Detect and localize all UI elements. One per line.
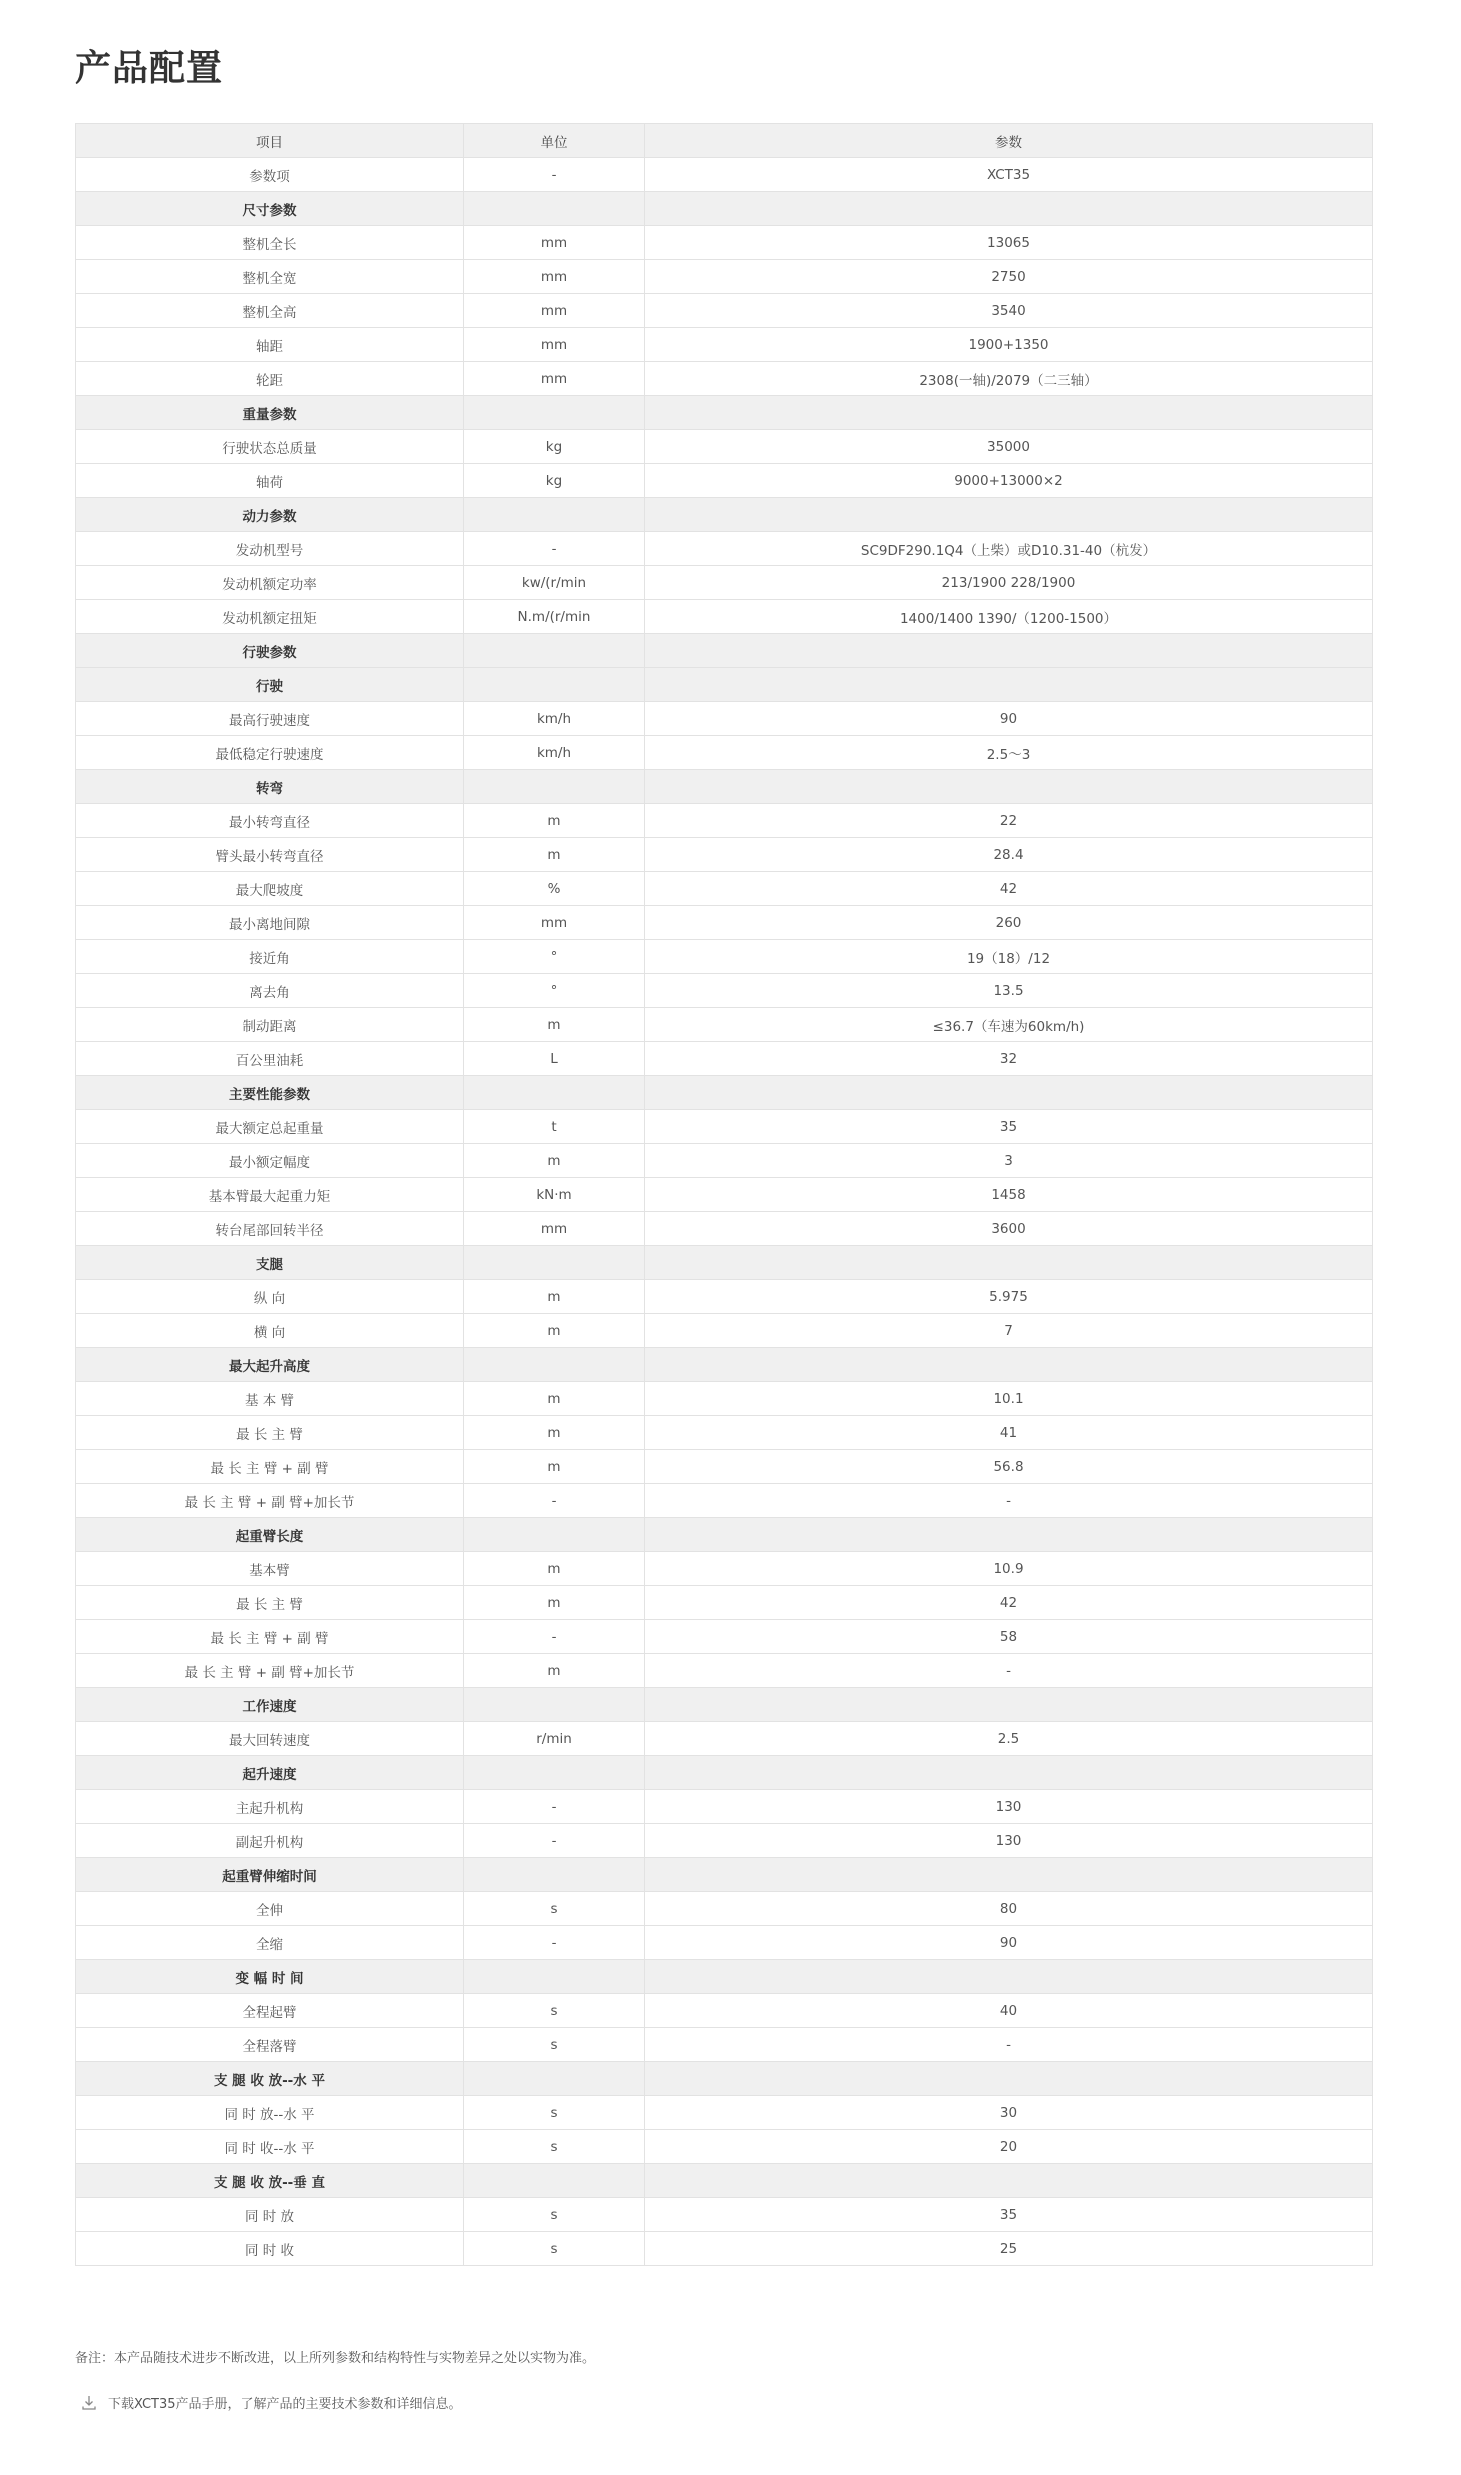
cell-unit: km/h xyxy=(464,702,645,736)
cell-value xyxy=(645,2164,1373,2198)
cell-value: 25 xyxy=(645,2232,1373,2266)
cell-item: 最 长 主 臂 + 副 臂 xyxy=(76,1620,464,1654)
page-title: 产品配置 xyxy=(75,48,224,89)
cell-item: 最高行驶速度 xyxy=(76,702,464,736)
cell-unit: t xyxy=(464,1110,645,1144)
section-row xyxy=(76,2062,1373,2096)
cell-unit: kN·m xyxy=(464,1178,645,1212)
cell-value xyxy=(645,1960,1373,1994)
cell-unit: m xyxy=(464,1314,645,1348)
cell-unit: km/h xyxy=(464,736,645,770)
table-row xyxy=(76,1484,1373,1518)
cell-value: 22 xyxy=(645,804,1373,838)
cell-item: 基本臂最大起重力矩 xyxy=(76,1178,464,1212)
cell-item: 支 腿 收 放--水 平 xyxy=(76,2062,464,2096)
cell-unit xyxy=(464,498,645,532)
cell-item: 支 腿 收 放--垂 直 xyxy=(76,2164,464,2198)
table-row xyxy=(76,1926,1373,1960)
cell-value xyxy=(645,1688,1373,1722)
section-row xyxy=(76,498,1373,532)
cell-unit xyxy=(464,1076,645,1110)
cell-item: 尺寸参数 xyxy=(76,192,464,226)
cell-item: 同 时 放 xyxy=(76,2198,464,2232)
cell-value xyxy=(645,1246,1373,1280)
cell-value: 35000 xyxy=(645,430,1373,464)
spec-table xyxy=(75,123,1373,2266)
cell-unit: m xyxy=(464,1280,645,1314)
cell-unit: mm xyxy=(464,906,645,940)
cell-value: 58 xyxy=(645,1620,1373,1654)
cell-item: 最 长 主 臂 + 副 臂+加长节 xyxy=(76,1654,464,1688)
table-row xyxy=(76,940,1373,974)
section-row xyxy=(76,192,1373,226)
section-row xyxy=(76,1076,1373,1110)
cell-unit: s xyxy=(464,2130,645,2164)
cell-item: 同 时 收 xyxy=(76,2232,464,2266)
cell-item: 全程落臂 xyxy=(76,2028,464,2062)
cell-item: 动力参数 xyxy=(76,498,464,532)
cell-unit: m xyxy=(464,1654,645,1688)
table-row xyxy=(76,464,1373,498)
cell-value: 10.1 xyxy=(645,1382,1373,1416)
download-manual-link[interactable] xyxy=(80,2393,462,2412)
cell-unit: mm xyxy=(464,260,645,294)
table-row xyxy=(76,328,1373,362)
cell-item: 最 长 主 臂 + 副 臂 xyxy=(76,1450,464,1484)
table-header-row xyxy=(76,124,1373,158)
section-row xyxy=(76,396,1373,430)
cell-item: 发动机型号 xyxy=(76,532,464,566)
table-row xyxy=(76,158,1373,192)
cell-unit: L xyxy=(464,1042,645,1076)
cell-item: 行驶 xyxy=(76,668,464,702)
cell-unit: - xyxy=(464,158,645,192)
cell-value: 9000+13000×2 xyxy=(645,464,1373,498)
table-row xyxy=(76,1280,1373,1314)
cell-item: 变 幅 时 间 xyxy=(76,1960,464,1994)
table-row xyxy=(76,838,1373,872)
table-row xyxy=(76,702,1373,736)
cell-item: 轴距 xyxy=(76,328,464,362)
table-row xyxy=(76,1790,1373,1824)
cell-item: 全伸 xyxy=(76,1892,464,1926)
table-row xyxy=(76,906,1373,940)
cell-unit xyxy=(464,1960,645,1994)
cell-value: SC9DF290.1Q4（上柴）或D10.31-40（杭发） xyxy=(645,532,1373,566)
cell-item: 整机全高 xyxy=(76,294,464,328)
cell-unit: s xyxy=(464,1892,645,1926)
cell-unit: m xyxy=(464,1416,645,1450)
cell-item: 全缩 xyxy=(76,1926,464,1960)
cell-item: 最小额定幅度 xyxy=(76,1144,464,1178)
cell-value: ≤36.7（车速为60km/h) xyxy=(645,1008,1373,1042)
cell-value: 260 xyxy=(645,906,1373,940)
download-label: 下载XCT35产品手册，了解产品的主要技术参数和详细信息。 xyxy=(108,2397,462,2412)
cell-unit: kg xyxy=(464,464,645,498)
table-row xyxy=(76,600,1373,634)
cell-value xyxy=(645,498,1373,532)
cell-item: 臂头最小转弯直径 xyxy=(76,838,464,872)
cell-item: 起重臂长度 xyxy=(76,1518,464,1552)
cell-item: 最 长 主 臂 + 副 臂+加长节 xyxy=(76,1484,464,1518)
section-row xyxy=(76,1246,1373,1280)
cell-value: 2750 xyxy=(645,260,1373,294)
cell-value: 3 xyxy=(645,1144,1373,1178)
cell-unit: - xyxy=(464,1824,645,1858)
cell-value: 90 xyxy=(645,1926,1373,1960)
cell-item: 离去角 xyxy=(76,974,464,1008)
table-row xyxy=(76,362,1373,396)
cell-value: 3540 xyxy=(645,294,1373,328)
cell-item: 百公里油耗 xyxy=(76,1042,464,1076)
section-row xyxy=(76,1518,1373,1552)
cell-unit: m xyxy=(464,1382,645,1416)
cell-unit: - xyxy=(464,1790,645,1824)
cell-value xyxy=(645,634,1373,668)
cell-item: 轴荷 xyxy=(76,464,464,498)
table-row xyxy=(76,2130,1373,2164)
cell-item: 发动机额定扭矩 xyxy=(76,600,464,634)
cell-value: 2.5～3 xyxy=(645,736,1373,770)
cell-unit xyxy=(464,1246,645,1280)
cell-item: 制动距离 xyxy=(76,1008,464,1042)
header-value: 参数 xyxy=(645,124,1373,158)
cell-item: 轮距 xyxy=(76,362,464,396)
table-row xyxy=(76,1144,1373,1178)
cell-item: 工作速度 xyxy=(76,1688,464,1722)
cell-value: - xyxy=(645,1654,1373,1688)
cell-item: 重量参数 xyxy=(76,396,464,430)
cell-value: 19（18）/12 xyxy=(645,940,1373,974)
cell-item: 最大额定总起重量 xyxy=(76,1110,464,1144)
cell-value xyxy=(645,1518,1373,1552)
cell-item: 参数项 xyxy=(76,158,464,192)
table-row xyxy=(76,294,1373,328)
table-row xyxy=(76,974,1373,1008)
cell-value xyxy=(645,770,1373,804)
cell-unit xyxy=(464,2164,645,2198)
cell-value xyxy=(645,1756,1373,1790)
table-row xyxy=(76,1450,1373,1484)
header-unit: 单位 xyxy=(464,124,645,158)
cell-value: 13065 xyxy=(645,226,1373,260)
table-row xyxy=(76,1110,1373,1144)
table-body xyxy=(76,158,1373,2266)
cell-value: 20 xyxy=(645,2130,1373,2164)
cell-item: 最低稳定行驶速度 xyxy=(76,736,464,770)
cell-unit: s xyxy=(464,2028,645,2062)
cell-item: 全程起臂 xyxy=(76,1994,464,2028)
cell-item: 整机全长 xyxy=(76,226,464,260)
table-row xyxy=(76,1314,1373,1348)
table-row xyxy=(76,1008,1373,1042)
table-row xyxy=(76,1654,1373,1688)
cell-item: 最大爬坡度 xyxy=(76,872,464,906)
cell-unit xyxy=(464,1348,645,1382)
cell-value xyxy=(645,396,1373,430)
cell-unit: mm xyxy=(464,362,645,396)
table-row xyxy=(76,2096,1373,2130)
cell-value xyxy=(645,2062,1373,2096)
cell-value xyxy=(645,668,1373,702)
cell-value: 130 xyxy=(645,1824,1373,1858)
table-row xyxy=(76,1994,1373,2028)
cell-unit xyxy=(464,1688,645,1722)
cell-unit: m xyxy=(464,1552,645,1586)
cell-value: 30 xyxy=(645,2096,1373,2130)
cell-unit: s xyxy=(464,2232,645,2266)
table-row xyxy=(76,2198,1373,2232)
cell-value: 42 xyxy=(645,1586,1373,1620)
cell-unit: - xyxy=(464,1926,645,1960)
cell-value: 42 xyxy=(645,872,1373,906)
cell-item: 最小离地间隙 xyxy=(76,906,464,940)
table-row xyxy=(76,1722,1373,1756)
cell-value: 130 xyxy=(645,1790,1373,1824)
table-row xyxy=(76,430,1373,464)
cell-value: 35 xyxy=(645,2198,1373,2232)
table-row xyxy=(76,1552,1373,1586)
table-row xyxy=(76,1212,1373,1246)
cell-item: 副起升机构 xyxy=(76,1824,464,1858)
cell-value: - xyxy=(645,1484,1373,1518)
cell-unit: mm xyxy=(464,226,645,260)
cell-unit: - xyxy=(464,1620,645,1654)
cell-unit: r/min xyxy=(464,1722,645,1756)
table-row xyxy=(76,1042,1373,1076)
cell-unit xyxy=(464,1518,645,1552)
cell-unit: - xyxy=(464,532,645,566)
cell-item: 行驶状态总质量 xyxy=(76,430,464,464)
table-row xyxy=(76,1824,1373,1858)
table-row xyxy=(76,1382,1373,1416)
cell-value: 35 xyxy=(645,1110,1373,1144)
section-row xyxy=(76,2164,1373,2198)
table-row xyxy=(76,1178,1373,1212)
cell-item: 主起升机构 xyxy=(76,1790,464,1824)
cell-value: 213/1900 228/1900 xyxy=(645,566,1373,600)
cell-value: 2308(一轴)/2079（二三轴） xyxy=(645,362,1373,396)
table-row xyxy=(76,2232,1373,2266)
cell-value: 1458 xyxy=(645,1178,1373,1212)
cell-item: 转台尾部回转半径 xyxy=(76,1212,464,1246)
section-row xyxy=(76,1348,1373,1382)
cell-item: 整机全宽 xyxy=(76,260,464,294)
cell-value: 40 xyxy=(645,1994,1373,2028)
cell-unit: s xyxy=(464,2096,645,2130)
cell-unit xyxy=(464,1756,645,1790)
cell-unit: % xyxy=(464,872,645,906)
cell-item: 发动机额定功率 xyxy=(76,566,464,600)
cell-value xyxy=(645,1076,1373,1110)
cell-value: 13.5 xyxy=(645,974,1373,1008)
cell-item: 同 时 放--水 平 xyxy=(76,2096,464,2130)
cell-unit: mm xyxy=(464,294,645,328)
section-row xyxy=(76,1960,1373,1994)
cell-item: 最大起升高度 xyxy=(76,1348,464,1382)
cell-unit: - xyxy=(464,1484,645,1518)
table-row xyxy=(76,532,1373,566)
table-row xyxy=(76,2028,1373,2062)
cell-value: 41 xyxy=(645,1416,1373,1450)
cell-item: 最大回转速度 xyxy=(76,1722,464,1756)
cell-value: 3600 xyxy=(645,1212,1373,1246)
cell-unit: N.m/(r/min xyxy=(464,600,645,634)
cell-unit xyxy=(464,396,645,430)
cell-unit: mm xyxy=(464,1212,645,1246)
table-row xyxy=(76,872,1373,906)
section-row xyxy=(76,1688,1373,1722)
cell-value: 2.5 xyxy=(645,1722,1373,1756)
table-row xyxy=(76,1892,1373,1926)
cell-unit: m xyxy=(464,1586,645,1620)
table-row xyxy=(76,566,1373,600)
cell-value: XCT35 xyxy=(645,158,1373,192)
cell-unit: ° xyxy=(464,974,645,1008)
cell-unit xyxy=(464,2062,645,2096)
cell-unit: ° xyxy=(464,940,645,974)
cell-unit: m xyxy=(464,804,645,838)
cell-item: 最小转弯直径 xyxy=(76,804,464,838)
cell-unit xyxy=(464,668,645,702)
cell-value xyxy=(645,1348,1373,1382)
cell-value: 28.4 xyxy=(645,838,1373,872)
cell-value xyxy=(645,192,1373,226)
section-row xyxy=(76,634,1373,668)
cell-value: 5.975 xyxy=(645,1280,1373,1314)
cell-item: 主要性能参数 xyxy=(76,1076,464,1110)
cell-unit: m xyxy=(464,1144,645,1178)
cell-unit xyxy=(464,634,645,668)
cell-item: 纵 向 xyxy=(76,1280,464,1314)
cell-item: 同 时 收--水 平 xyxy=(76,2130,464,2164)
cell-item: 起升速度 xyxy=(76,1756,464,1790)
cell-value: 90 xyxy=(645,702,1373,736)
cell-unit: m xyxy=(464,838,645,872)
section-row xyxy=(76,668,1373,702)
cell-item: 支腿 xyxy=(76,1246,464,1280)
cell-item: 最 长 主 臂 xyxy=(76,1416,464,1450)
table-row xyxy=(76,736,1373,770)
cell-unit: mm xyxy=(464,328,645,362)
cell-unit xyxy=(464,192,645,226)
cell-item: 行驶参数 xyxy=(76,634,464,668)
section-row xyxy=(76,770,1373,804)
cell-item: 最 长 主 臂 xyxy=(76,1586,464,1620)
table-row xyxy=(76,1620,1373,1654)
cell-value: 32 xyxy=(645,1042,1373,1076)
table-row xyxy=(76,804,1373,838)
table-row xyxy=(76,1586,1373,1620)
cell-unit xyxy=(464,1858,645,1892)
cell-item: 起重臂伸缩时间 xyxy=(76,1858,464,1892)
cell-item: 基本臂 xyxy=(76,1552,464,1586)
cell-item: 转弯 xyxy=(76,770,464,804)
cell-unit xyxy=(464,770,645,804)
cell-unit: m xyxy=(464,1008,645,1042)
cell-value: 1900+1350 xyxy=(645,328,1373,362)
cell-item: 基 本 臂 xyxy=(76,1382,464,1416)
cell-value: 80 xyxy=(645,1892,1373,1926)
cell-unit: kw/(r/min xyxy=(464,566,645,600)
cell-value: 1400/1400 1390/（1200-1500） xyxy=(645,600,1373,634)
cell-unit: s xyxy=(464,1994,645,2028)
table-row xyxy=(76,1416,1373,1450)
cell-unit: s xyxy=(464,2198,645,2232)
table-row xyxy=(76,260,1373,294)
footnote: 备注：本产品随技术进步不断改进，以上所列参数和结构特性与实物差异之处以实物为准。 xyxy=(75,2351,596,2366)
section-row xyxy=(76,1858,1373,1892)
cell-unit: kg xyxy=(464,430,645,464)
header-item: 项目 xyxy=(76,124,464,158)
cell-value: 10.9 xyxy=(645,1552,1373,1586)
section-row xyxy=(76,1756,1373,1790)
cell-value: 7 xyxy=(645,1314,1373,1348)
cell-value xyxy=(645,1858,1373,1892)
cell-value: 56.8 xyxy=(645,1450,1373,1484)
download-icon xyxy=(80,2394,98,2412)
table-row xyxy=(76,226,1373,260)
cell-item: 接近角 xyxy=(76,940,464,974)
cell-unit: m xyxy=(464,1450,645,1484)
cell-item: 横 向 xyxy=(76,1314,464,1348)
cell-value: - xyxy=(645,2028,1373,2062)
